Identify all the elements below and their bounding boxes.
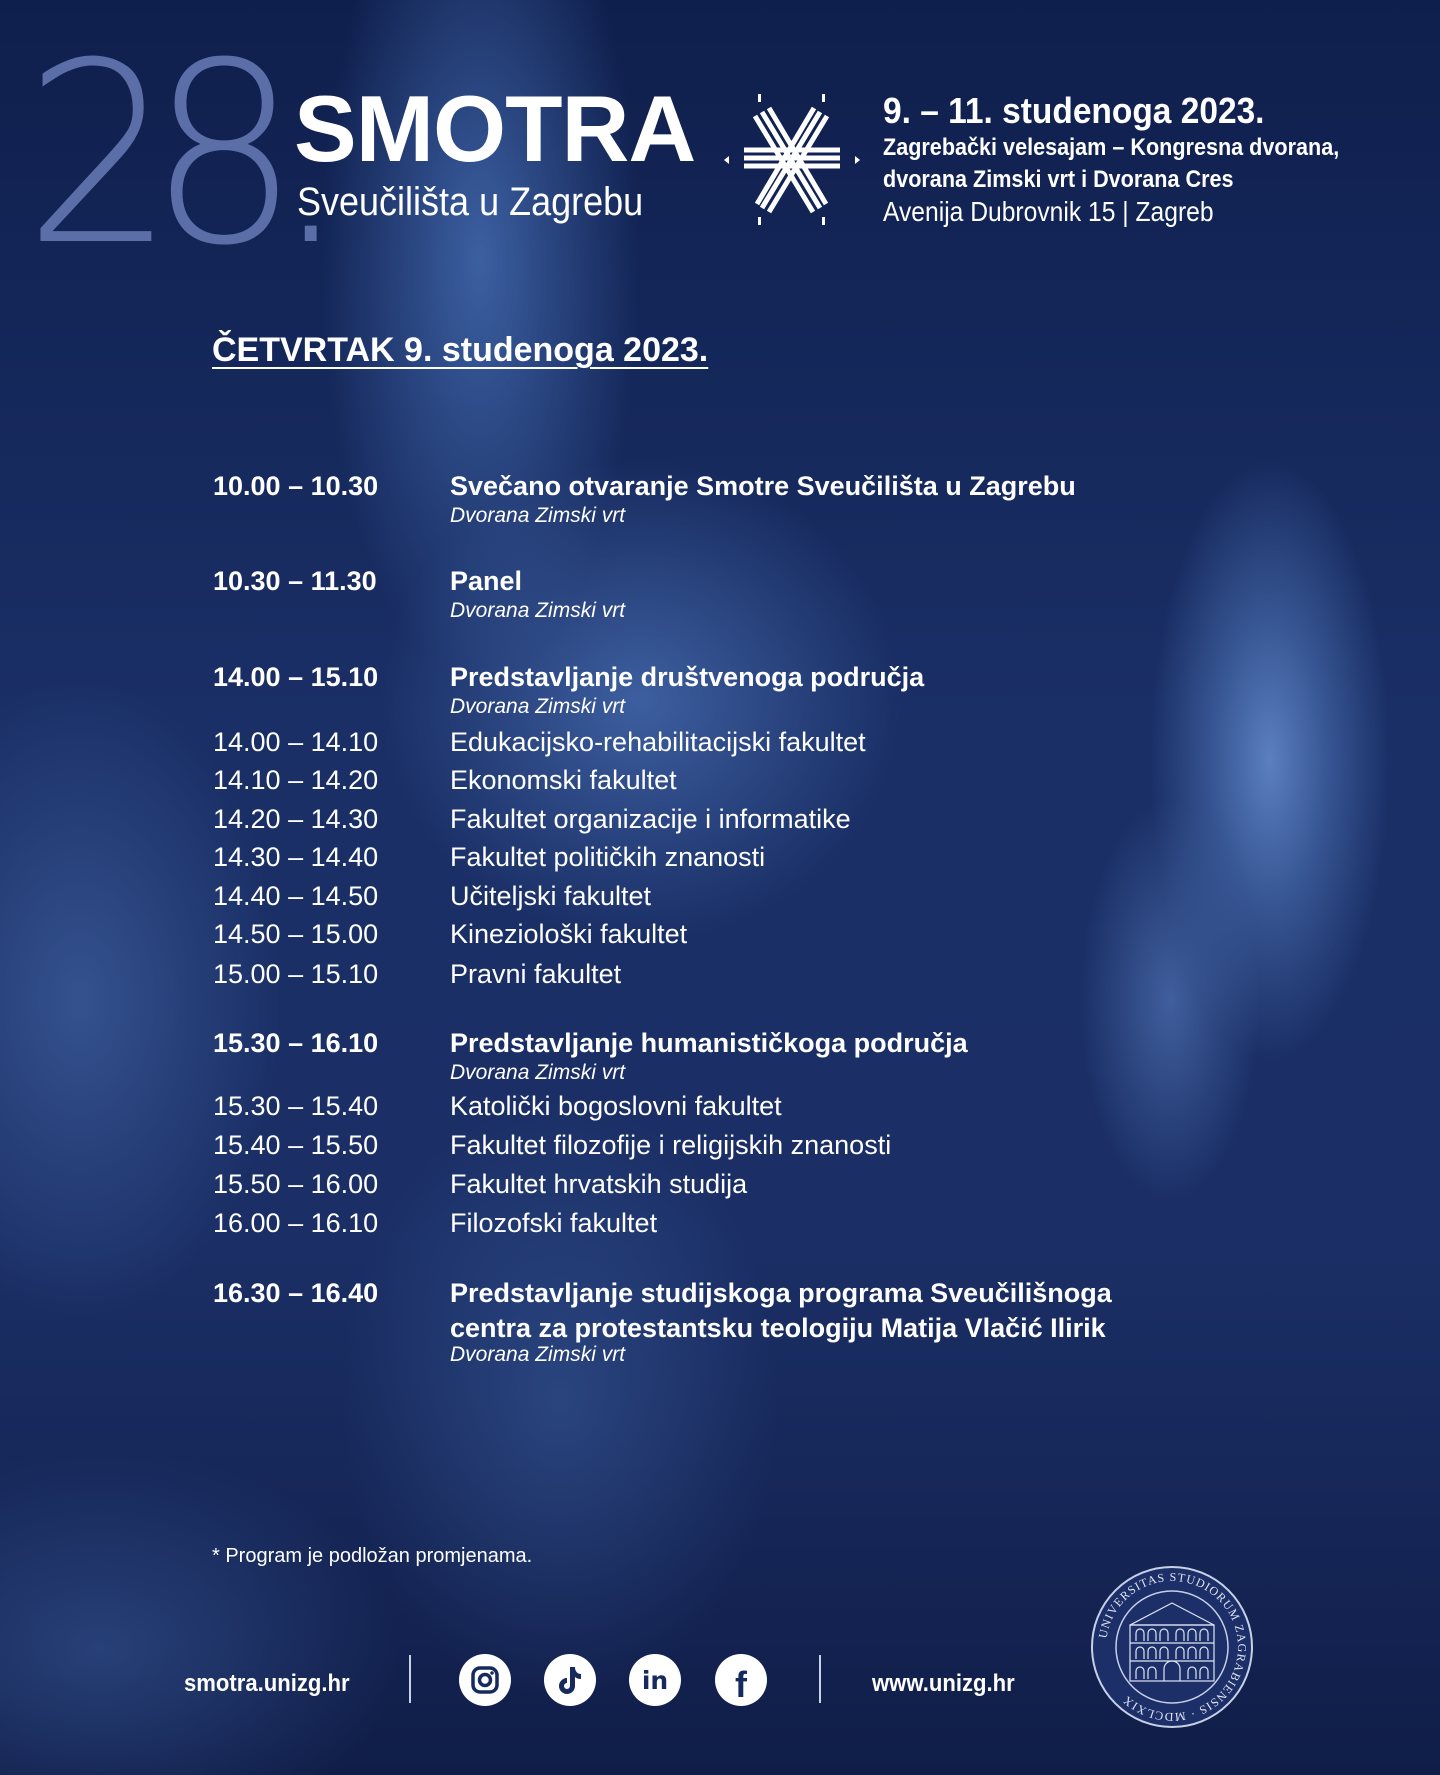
schedule-time: 16.30 – 16.40: [213, 1278, 379, 1308]
schedule-event-title: Panel: [450, 566, 523, 596]
footer-divider: [409, 1655, 411, 1703]
schedule-time: 15.40 – 15.50: [213, 1130, 379, 1160]
schedule-time: 15.30 – 16.10: [213, 1028, 379, 1058]
schedule-event-title: Pravni fakultet: [450, 959, 622, 989]
schedule-venue: Dvorana Zimski vrt: [450, 1343, 626, 1366]
tiktok-icon[interactable]: [544, 1654, 596, 1706]
footer-divider: [819, 1655, 821, 1703]
schedule-venue: Dvorana Zimski vrt: [450, 504, 626, 527]
schedule-event-title: centra za protestantsku teologiju Matija Vlačić Ilirik: [450, 1313, 1106, 1343]
event-address: Avenija Dubrovnik 15 | Zagreb: [883, 196, 1214, 227]
schedule-time: 14.50 – 15.00: [213, 919, 379, 949]
schedule-event-title: Svečano otvaranje Smotre Sveučilišta u Zagrebu: [450, 471, 1076, 501]
event-subtitle: Sveučilišta u Zagrebu: [297, 180, 644, 224]
linkedin-icon[interactable]: in: [629, 1654, 681, 1706]
day-heading: ČETVRTAK 9. studenoga 2023.: [212, 331, 709, 369]
schedule-event-title: Predstavljanje studijskoga programa Sveučilišnoga: [450, 1278, 1112, 1308]
schedule-venue: Dvorana Zimski vrt: [450, 599, 626, 622]
event-dates: 9. – 11. studenoga 2023.: [883, 90, 1265, 131]
schedule-time: 10.00 – 10.30: [213, 471, 379, 501]
schedule-event-title: Edukacijsko-rehabilitacijski fakultet: [450, 727, 866, 757]
schedule-time: 15.00 – 15.10: [213, 959, 379, 989]
schedule-time: 14.30 – 14.40: [213, 842, 379, 872]
schedule-time: 10.30 – 11.30: [213, 566, 377, 596]
schedule-time: 14.10 – 14.20: [213, 765, 379, 795]
event-venue-line-1: Zagrebački velesajam – Kongresna dvorana,: [883, 134, 1340, 161]
snowflake-logo-icon: [722, 92, 862, 227]
schedule-event-title: Fakultet organizacije i informatike: [450, 804, 851, 834]
schedule-event-title: Ekonomski fakultet: [450, 765, 677, 795]
schedule-event-title: Učiteljski fakultet: [450, 881, 652, 911]
university-website-link[interactable]: www.unizg.hr: [872, 1670, 1015, 1697]
edition-number: 28.: [24, 9, 322, 300]
schedule-event-title: Katolički bogoslovni fakultet: [450, 1091, 782, 1121]
schedule-event-title: Fakultet filozofije i religijskih znanosti: [450, 1130, 892, 1160]
schedule-event-title: Predstavljanje društvenoga područja: [450, 662, 925, 692]
schedule-venue: Dvorana Zimski vrt: [450, 1061, 626, 1084]
instagram-icon[interactable]: [459, 1654, 511, 1706]
schedule-time: 14.20 – 14.30: [213, 804, 379, 834]
schedule-time: 15.50 – 16.00: [213, 1169, 379, 1199]
schedule-event-title: Fakultet političkih znanosti: [450, 842, 766, 872]
smotra-website-link[interactable]: smotra.unizg.hr: [184, 1670, 350, 1697]
event-title: SMOTRA: [294, 76, 696, 181]
schedule-time: 14.40 – 14.50: [213, 881, 379, 911]
schedule-event-title: Predstavljanje humanističkoga područja: [450, 1028, 968, 1058]
university-seal-logo: [1090, 1565, 1254, 1729]
schedule-venue: Dvorana Zimski vrt: [450, 695, 626, 718]
schedule-time: 14.00 – 14.10: [213, 727, 379, 757]
schedule-time: 14.00 – 15.10: [213, 662, 379, 692]
footnote: * Program je podložan promjenama.: [212, 1545, 533, 1567]
schedule-event-title: Filozofski fakultet: [450, 1208, 658, 1238]
event-venue-line-2: dvorana Zimski vrt i Dvorana Cres: [883, 166, 1234, 193]
schedule-event-title: Fakultet hrvatskih studija: [450, 1169, 748, 1199]
svg-text:UNIVERSITAS STUDIORUM ZAGRABIE: UNIVERSITAS STUDIORUM ZAGRABIENSIS · MDCLXIX: [1095, 1569, 1250, 1725]
facebook-icon[interactable]: f: [715, 1654, 767, 1706]
schedule-time: 15.30 – 15.40: [213, 1091, 379, 1121]
schedule-event-title: Kineziološki fakultet: [450, 919, 688, 949]
schedule-time: 16.00 – 16.10: [213, 1208, 379, 1238]
